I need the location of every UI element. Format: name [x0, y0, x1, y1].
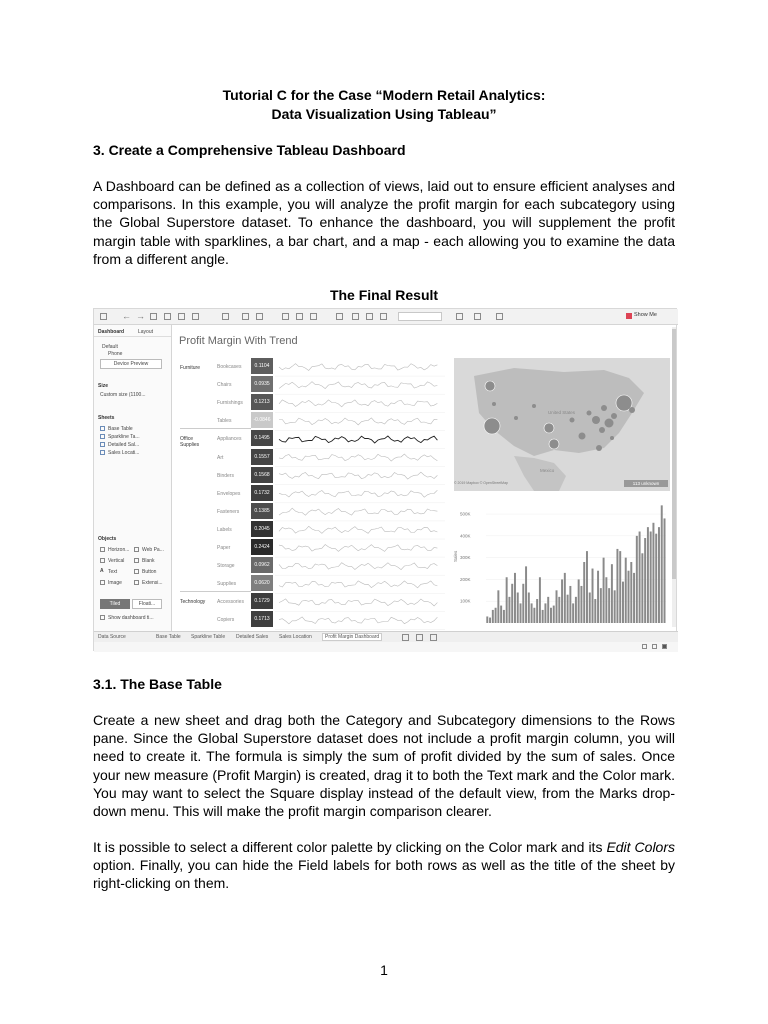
profit-margin-cell: 0.1385 — [251, 503, 273, 520]
button-object-icon — [134, 569, 139, 574]
profit-margin-cell: 0.0935 — [251, 376, 273, 393]
sales-bar — [528, 593, 530, 624]
sparkline — [279, 490, 437, 497]
sales-bar — [517, 593, 519, 624]
sales-bar — [580, 586, 582, 623]
sales-bar — [564, 573, 566, 623]
sales-bar — [589, 593, 591, 624]
subcategory-label: Bookcases — [217, 364, 242, 370]
sales-bar — [664, 518, 666, 623]
tab-layout[interactable]: Layout — [138, 329, 154, 335]
device-phone[interactable]: Phone — [108, 351, 123, 357]
subcategory-label: Paper — [217, 545, 231, 551]
sales-bar — [603, 558, 605, 623]
tab-dashboard[interactable]: Dashboard — [98, 329, 125, 335]
group-icon[interactable] — [352, 313, 359, 320]
subcategory-label: Supplies — [217, 581, 237, 588]
device-icon[interactable] — [474, 313, 481, 320]
object-item[interactable]: Vertical — [108, 558, 125, 564]
category-label: Furniture — [180, 365, 201, 371]
sales-bar — [594, 599, 596, 623]
sheets-heading: Sheets — [98, 415, 115, 421]
subcategory-label: Art — [217, 454, 224, 461]
sales-bar — [567, 595, 569, 623]
sparkline — [279, 472, 437, 479]
profit-margin-cell: 0.1104 — [251, 358, 273, 375]
title-line-1: Tutorial C for the Case “Modern Retail Analytics: — [222, 87, 546, 103]
sales-bar — [625, 558, 627, 623]
sheet-tabs-bar — [94, 631, 678, 642]
sales-bar — [628, 571, 630, 623]
tab-detailed-sales[interactable]: Detailed Sales — [236, 634, 269, 640]
sales-bar — [608, 588, 610, 623]
tab-sparkline-table[interactable]: Sparkline Table — [191, 634, 226, 640]
save-icon[interactable] — [150, 313, 157, 320]
horizontal-object-icon — [100, 547, 105, 552]
sales-bar — [544, 603, 546, 623]
sales-bar — [489, 618, 491, 623]
subcategory-label: Storage — [217, 563, 235, 570]
profit-margin-cell: 0.1213 — [251, 394, 273, 411]
profit-margin-cell: -0.0846 — [251, 412, 273, 429]
sales-bar — [500, 606, 502, 623]
dashboard-title: Profit Margin With Trend — [179, 335, 298, 347]
subcategory-label: Appliances — [217, 436, 242, 443]
sales-bar — [561, 579, 563, 623]
sales-bar — [592, 569, 594, 623]
sales-bar — [641, 553, 643, 623]
sparkline-chart — [275, 355, 445, 631]
sales-bar — [639, 532, 641, 624]
sparkline — [279, 364, 437, 371]
tiled-button[interactable]: Tiled — [100, 599, 130, 609]
sales-bar — [616, 549, 618, 623]
section-3-1-heading: 3.1. The Base Table — [93, 676, 222, 692]
tableau-toolbar — [94, 309, 678, 325]
device-default[interactable]: Default — [102, 344, 118, 350]
sales-bar — [583, 562, 585, 623]
sales-bar — [522, 584, 524, 623]
swap-icon[interactable] — [282, 313, 289, 320]
sales-bar — [572, 603, 574, 623]
show-me-icon — [626, 313, 632, 319]
sales-bar — [536, 599, 538, 623]
map-label-united-states: United States — [548, 410, 576, 415]
sheet-icon — [100, 450, 105, 455]
dashboard-left-pane — [94, 325, 172, 631]
objects-heading: Objects — [98, 536, 117, 542]
profit-margin-cell: 0.0962 — [251, 557, 273, 574]
profit-margin-cell: 0.1732 — [251, 485, 273, 502]
y-tick-label: 200K — [460, 576, 471, 582]
sales-bar — [661, 505, 663, 623]
duplicate-icon[interactable] — [242, 313, 249, 320]
section-3-heading: 3. Create a Comprehensive Tableau Dashboard — [93, 142, 406, 158]
sheet-icon — [100, 426, 105, 431]
sales-bar — [550, 608, 552, 623]
tableau-logo-icon — [100, 313, 107, 320]
object-item[interactable]: Image — [108, 580, 122, 586]
sparkline — [279, 563, 437, 570]
profit-margin-cell: 0.1557 — [251, 449, 273, 466]
sheet-item[interactable]: Sales Locati... — [108, 450, 140, 456]
sales-bar — [508, 597, 510, 623]
highlight-icon[interactable] — [336, 313, 343, 320]
sales-bar — [511, 584, 513, 623]
map-attribution: © 2019 Mapbox © OpenStreetMap — [454, 481, 508, 485]
page-number: 1 — [380, 962, 388, 978]
sales-bar — [650, 532, 652, 624]
sales-bar — [658, 527, 660, 623]
tab-data-source[interactable]: Data Source — [98, 634, 126, 640]
object-item[interactable]: Blank — [142, 558, 155, 564]
y-tick-label: 100K — [460, 598, 471, 604]
title-line-2: Data Visualization Using Tableau” — [271, 106, 497, 122]
y-tick-label: 400K — [460, 533, 471, 539]
map-unknown-badge[interactable]: 113 unknown — [624, 480, 668, 487]
show-title-checkbox-label: Show dashboard ti... — [108, 615, 154, 621]
size-dropdown[interactable]: Custom size (1100... — [100, 392, 146, 398]
sparkline — [279, 454, 437, 461]
y-tick-label: 500K — [460, 511, 471, 517]
sales-bar — [520, 603, 522, 623]
sales-bar — [611, 564, 613, 623]
map-label-mexico: Mexico — [540, 468, 555, 473]
tab-base-table[interactable]: Base Table — [156, 634, 181, 640]
profit-margin-cell: 0.1495 — [251, 430, 273, 447]
subcategory-label: Furnishings — [217, 400, 243, 407]
subcategory-label: Labels — [217, 526, 232, 533]
profit-margin-cell: 0.1729 — [251, 593, 273, 610]
y-axis-label: Sales — [453, 550, 458, 562]
profit-margin-cell: 0.2424 — [251, 539, 273, 556]
new-story-icon[interactable] — [430, 634, 437, 641]
chart-icon[interactable] — [222, 313, 229, 320]
sparkline — [279, 526, 437, 533]
sparkline — [279, 436, 437, 443]
labels-icon[interactable] — [366, 313, 373, 320]
floating-button[interactable]: Floati... — [132, 599, 162, 609]
sales-bar — [547, 597, 549, 623]
sales-bar — [514, 573, 516, 623]
object-item[interactable]: Text — [108, 569, 118, 575]
new-dashboard-icon[interactable] — [416, 634, 423, 641]
forward-arrow-icon[interactable]: → — [136, 311, 145, 321]
image-object-icon — [100, 580, 105, 585]
sparkline — [279, 508, 437, 515]
text-object-icon: A — [100, 568, 104, 574]
profit-margin-cell: 0.1713 — [251, 611, 273, 628]
sales-bar — [569, 586, 571, 623]
sheet-icon — [100, 434, 105, 439]
sparkline — [279, 617, 437, 624]
object-item[interactable]: Button — [142, 569, 157, 575]
sales-bar — [556, 590, 558, 623]
sales-bar — [486, 616, 488, 623]
clear-icon[interactable] — [256, 313, 263, 320]
show-title-checkbox-icon[interactable] — [100, 615, 105, 620]
tab-sales-location[interactable]: Sales Location — [279, 634, 312, 640]
sales-bar — [652, 523, 654, 623]
status-bar — [94, 642, 678, 652]
new-sheet-icon[interactable] — [178, 313, 185, 320]
new-worksheet-icon[interactable] — [402, 634, 409, 641]
document-title — [0, 86, 768, 124]
sales-bar — [506, 577, 508, 623]
sort-desc-icon[interactable] — [310, 313, 317, 320]
sales-bar — [492, 610, 494, 623]
sparkline — [279, 382, 437, 389]
sparkline — [279, 400, 437, 407]
sales-bar — [575, 597, 577, 623]
sales-bar — [655, 534, 657, 623]
sparkline — [279, 599, 437, 606]
sales-bar — [633, 573, 635, 623]
sales-bar — [597, 571, 599, 623]
blank-object-icon — [134, 558, 139, 563]
subcategory-label: Chairs — [217, 382, 232, 389]
sales-bar — [619, 551, 621, 623]
intro-paragraph: A Dashboard can be defined as a collection of views, laid out to ensure efficient analyses and comparisons. In this example, you will analyze the profit margin for each subcategory using the Global Superstore dataset. To enhance the dashboard, you will supplement the profit margin table with sparklines, a bar chart, and a map - each allowing you to examine the data from a different angle. — [93, 178, 675, 267]
object-item[interactable]: Extensi... — [142, 580, 163, 586]
fix-axes-icon[interactable] — [380, 313, 387, 320]
sales-bar — [542, 610, 544, 623]
sales-bar — [605, 577, 607, 623]
sales-bar — [525, 566, 527, 623]
tab-profit-margin-dashboard[interactable]: Profit Margin Dashboard — [322, 633, 382, 641]
sales-bar — [614, 590, 616, 623]
fit-dropdown[interactable] — [398, 312, 442, 321]
subcategory-label: Binders — [217, 472, 234, 479]
presentation-icon[interactable] — [456, 313, 463, 320]
sales-location-map — [454, 358, 670, 491]
sales-bar — [622, 582, 624, 623]
sales-bar — [644, 538, 646, 623]
sales-bar-chart — [454, 497, 670, 627]
sales-bar — [600, 588, 602, 623]
vertical-object-icon — [100, 558, 105, 563]
device-preview-button[interactable]: Device Preview — [100, 359, 162, 369]
sheet-icon — [100, 442, 105, 447]
base-table-paragraph: Create a new sheet and drag both the Category and Subcategory dimensions to the Rows pane. Since the Global Superstore dataset does not include a profit margin column, you will need to create it. The formula is simply the sum of profit divided by the sum of sales. Once your new measure (Profit Margin) is created, drag it to both the Text mark and the Color mark. You may want to select the Square display instead of the default view, from the Marks drop-down menu. This will make the profit margin comparison clearer. — [93, 712, 675, 820]
sales-bar — [647, 527, 649, 623]
tableau-screenshot — [93, 308, 677, 651]
sparkline — [279, 418, 437, 425]
map-graphic — [454, 358, 670, 491]
y-tick-label: 300K — [460, 555, 471, 561]
scrollbar-thumb[interactable] — [672, 329, 676, 579]
profit-margin-cell: 0.1568 — [251, 467, 273, 484]
sales-bar — [630, 562, 632, 623]
sales-bar — [586, 551, 588, 623]
sales-bar — [495, 608, 497, 623]
object-item[interactable]: Horizon... — [108, 547, 130, 553]
back-arrow-icon[interactable]: ← — [122, 311, 131, 321]
subcategory-label: Envelopes — [217, 490, 241, 497]
sales-bar — [533, 608, 535, 623]
sales-bar — [539, 577, 541, 623]
sheet-item[interactable]: Sparkline Ta... — [108, 434, 140, 440]
sparkline — [279, 581, 437, 588]
edit-colors-paragraph: It is possible to select a different color palette by clicking on the Color mark and its Edit Colors option. Finally, you can hide the Field labels for both rows as well as the title of the sheet by right-clicking on them. — [93, 839, 676, 892]
sheet-item[interactable]: Detailed Sal... — [108, 442, 140, 448]
size-heading: Size — [98, 383, 109, 389]
grid-view-icon[interactable] — [642, 644, 647, 649]
sort-asc-icon[interactable] — [296, 313, 303, 320]
sales-bar — [636, 536, 638, 623]
sales-bar — [503, 610, 505, 623]
sales-bar — [578, 579, 580, 623]
show-me-button[interactable]: Show Me — [634, 312, 657, 318]
webpage-object-icon — [134, 547, 139, 552]
profit-margin-cell: 0.0620 — [251, 575, 273, 592]
sales-bar — [497, 590, 499, 623]
sparkline — [279, 545, 437, 552]
extension-object-icon — [134, 580, 139, 585]
share-icon[interactable] — [496, 313, 503, 320]
sales-bar — [531, 603, 533, 623]
subcategory-label: Accessories — [217, 599, 244, 606]
figure-caption: The Final Result — [329, 287, 439, 303]
profit-margin-cell: 0.2045 — [251, 521, 273, 538]
sales-bar — [558, 597, 560, 623]
sales-bar — [553, 606, 555, 623]
tabs-view-icon[interactable] — [662, 644, 667, 649]
category-label: Technology — [180, 599, 206, 605]
undo-icon[interactable] — [192, 313, 199, 320]
subcategory-label: Fasteners — [217, 508, 240, 515]
filmstrip-view-icon[interactable] — [652, 644, 657, 649]
category-label: Office Supplies — [180, 436, 200, 448]
subcategory-label: Copiers — [217, 617, 235, 624]
subcategory-label: Tables — [217, 418, 232, 425]
new-datasource-icon[interactable] — [164, 313, 171, 320]
sheet-item[interactable]: Base Table — [108, 426, 133, 432]
object-item[interactable]: Web Pa... — [142, 547, 164, 553]
